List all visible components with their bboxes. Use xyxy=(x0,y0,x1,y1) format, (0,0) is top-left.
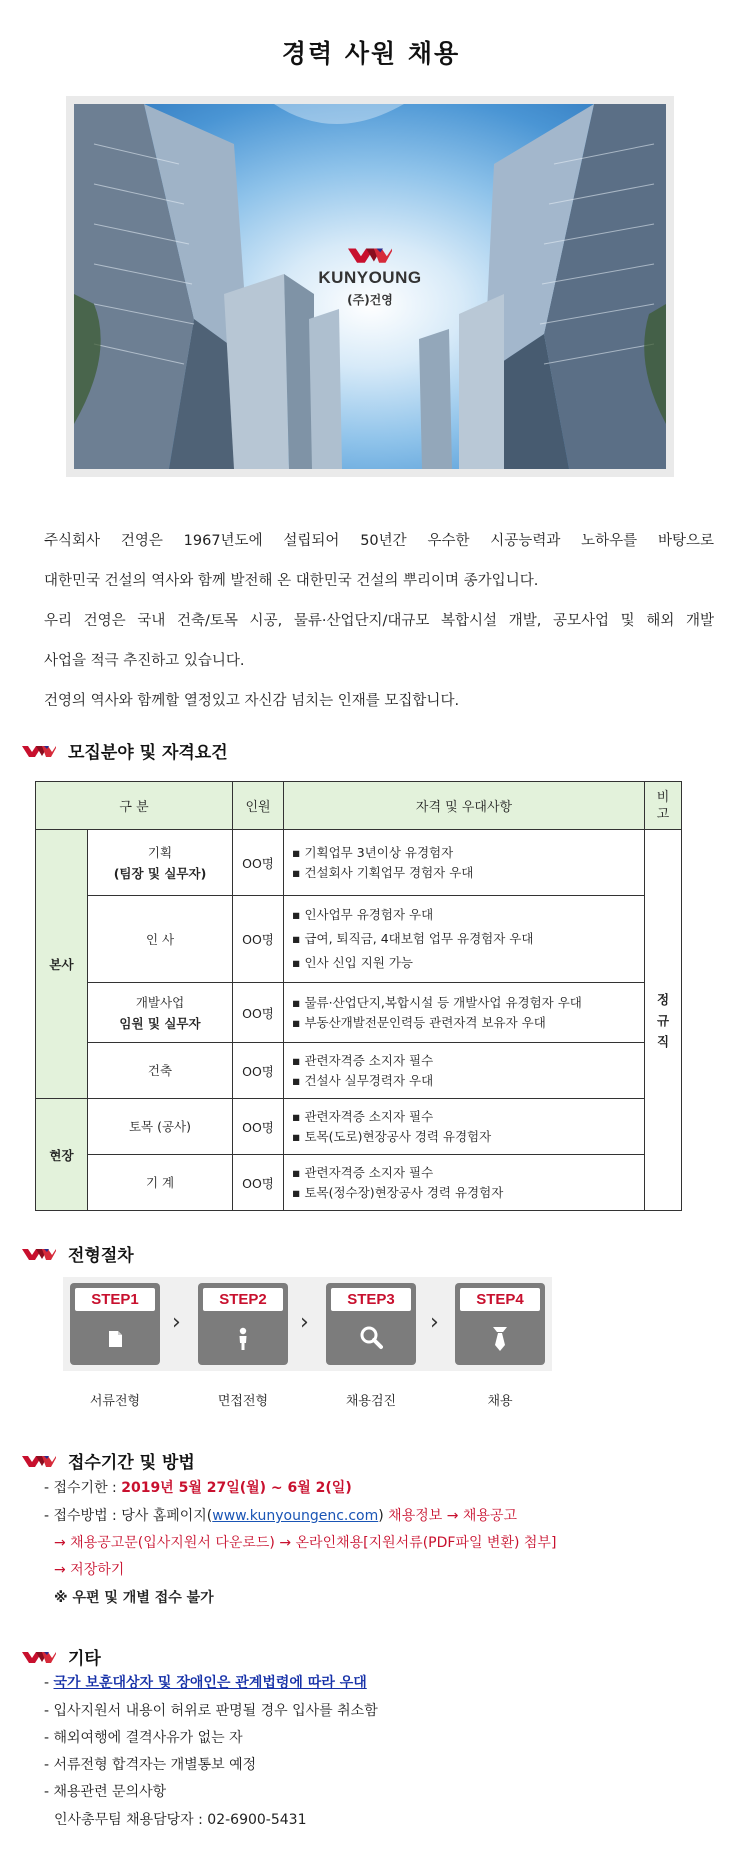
category-cell xyxy=(88,983,233,1043)
table-row xyxy=(36,1043,682,1099)
logo-sub: (주)건영 xyxy=(347,293,393,307)
step-head: STEP1 xyxy=(75,1288,155,1311)
section-heading-apply xyxy=(22,1448,195,1473)
table-row xyxy=(36,830,682,896)
apply-method xyxy=(44,1505,517,1525)
qual-item: ▪ 기획업무 3년이상 유경험자 xyxy=(292,844,454,860)
step-separator: › xyxy=(300,1310,309,1335)
note-char: 직 xyxy=(656,1033,670,1049)
count-cell: OO명 xyxy=(233,830,284,896)
category-cell: 인 사 xyxy=(88,896,233,983)
count-cell: OO명 xyxy=(233,896,284,983)
hero-image xyxy=(74,104,666,469)
step-separator: › xyxy=(430,1310,439,1335)
section-title: 전형절차 xyxy=(68,1246,134,1266)
category-cell xyxy=(88,830,233,896)
count-cell: OO명 xyxy=(233,1099,284,1155)
qual-item: ▪ 토목(도로)현장공사 경력 유경험자 xyxy=(292,1128,492,1144)
table-row xyxy=(36,1155,682,1211)
kunyoung-bullet-icon xyxy=(22,1246,56,1262)
group-site: 현장 xyxy=(36,1099,88,1211)
apply-method-path: 채용정보 → 채용공고 xyxy=(383,1508,517,1524)
qual-item: ▪ 인사업무 유경험자 우대 xyxy=(292,907,434,922)
qual-item: ▪ 인사 신입 지원 가능 xyxy=(292,955,413,970)
intro-line: 사업을 적극 추진하고 있습니다. xyxy=(44,653,245,669)
header-count: 인원 xyxy=(233,782,284,830)
homepage-link[interactable]: www.kunyoungenc.com xyxy=(212,1508,379,1524)
qual-item: ▪ 급여, 퇴직금, 4대보험 업무 유경험자 우대 xyxy=(292,931,534,946)
etc-item: - 해외여행에 결격사유가 없는 자 xyxy=(44,1730,243,1746)
quals-cell xyxy=(284,896,645,983)
etc-item: - 서류전형 합격자는 개별통보 예정 xyxy=(44,1757,257,1773)
section-title: 접수기간 및 방법 xyxy=(68,1453,195,1473)
apply-method-line2: → 채용공고문(입사지원서 다운로드) → 온라인채용[지원서류(PDF파일 변환) 첨부] xyxy=(54,1535,557,1551)
qual-item: ▪ 물류·산업단지,복합시설 등 개발사업 유경험자 우대 xyxy=(292,994,582,1010)
section-title: 모집분야 및 자격요건 xyxy=(68,743,228,763)
step-head: STEP3 xyxy=(331,1288,411,1311)
table-row xyxy=(36,896,682,983)
table-row xyxy=(36,1099,682,1155)
step-separator: › xyxy=(172,1310,181,1335)
group-hq: 본사 xyxy=(36,830,88,1099)
apply-period-value: 2019년 5월 27일(월) ~ 6월 2(일) xyxy=(121,1480,352,1496)
apply-method-label: - 접수방법 : 당사 홈페이지( xyxy=(44,1508,213,1524)
step-card xyxy=(455,1283,545,1365)
category-name: 기획 xyxy=(147,844,173,860)
header-note-line: 고 xyxy=(656,806,670,822)
category-name: 개발사업 xyxy=(135,994,185,1010)
step-card xyxy=(198,1283,288,1365)
count-cell: OO명 xyxy=(233,1043,284,1099)
header-quals: 자격 및 우대사항 xyxy=(284,782,645,830)
quals-cell xyxy=(284,1155,645,1211)
header-note xyxy=(645,782,682,830)
intro-line: 주식회사 건영은 1967년도에 설립되어 50년간 우수한 시공능력과 노하우를 바탕으로 xyxy=(44,533,714,549)
step-head: STEP4 xyxy=(460,1288,540,1311)
category-cell: 토목 (공사) xyxy=(88,1099,233,1155)
count-cell: OO명 xyxy=(233,1155,284,1211)
note-char: 규 xyxy=(656,1012,670,1028)
step-label: 서류전형 xyxy=(89,1394,141,1409)
kunyoung-bullet-icon xyxy=(22,1649,56,1665)
qual-item: ▪ 건설회사 기획업무 경험자 우대 xyxy=(292,864,474,880)
step-card xyxy=(70,1283,160,1365)
qual-item: ▪ 관련자격증 소지자 필수 xyxy=(292,1164,434,1180)
step-card xyxy=(326,1283,416,1365)
logo-brand: KUNYOUNG xyxy=(318,268,422,287)
table-header-row xyxy=(36,782,682,830)
section-title: 기타 xyxy=(68,1649,101,1669)
quals-cell xyxy=(284,830,645,896)
count-cell: OO명 xyxy=(233,983,284,1043)
intro-line: 우리 건영은 국내 건축/토목 시공, 물류·산업단지/대규모 복합시설 개발, 공모사업 및 해외 개발 xyxy=(44,613,714,629)
apply-method-paren: ) xyxy=(378,1508,384,1524)
intro-line: 대한민국 건설의 역사와 함께 발전해 온 대한민국 건설의 뿌리이며 종가입니다. xyxy=(44,573,539,589)
note-char: 정 xyxy=(656,991,670,1007)
company-logo xyxy=(314,244,426,308)
qual-item: ▪ 부동산개발전문인력등 관련자격 보유자 우대 xyxy=(292,1014,546,1030)
intro-line: 건영의 역사와 함께할 열정있고 자신감 넘치는 인재를 모집합니다. xyxy=(44,693,460,709)
section-heading-recruit xyxy=(22,738,228,763)
document-icon xyxy=(103,1323,127,1353)
kunyoung-bullet-icon xyxy=(22,1453,56,1469)
etc-item: - 입사지원서 내용이 허위로 판명될 경우 입사를 취소함 xyxy=(44,1703,378,1719)
etc-contact: 인사총무팀 채용담당자 : 02-6900-5431 xyxy=(54,1812,307,1828)
qual-item: ▪ 건설사 실무경력자 우대 xyxy=(292,1072,434,1088)
quals-cell xyxy=(284,1043,645,1099)
quals-cell xyxy=(284,1099,645,1155)
header-note-line: 비 xyxy=(656,789,670,805)
person-icon xyxy=(231,1323,255,1353)
kunyoung-bullet-icon xyxy=(22,743,56,759)
apply-method-line3: → 저장하기 xyxy=(54,1562,125,1578)
etc-dash: - xyxy=(44,1675,54,1691)
apply-period-label: - 접수기한 : xyxy=(44,1480,122,1496)
section-heading-process xyxy=(22,1241,134,1266)
step-head: STEP2 xyxy=(203,1288,283,1311)
apply-period xyxy=(44,1477,352,1497)
qual-item: ▪ 토목(정수장)현장공사 경력 유경험자 xyxy=(292,1184,504,1200)
veterans-preference-link[interactable]: 국가 보훈대상자 및 장애인은 관계법령에 따라 우대 xyxy=(53,1675,367,1691)
qual-item: ▪ 관련자격증 소지자 필수 xyxy=(292,1052,434,1068)
requirements-table xyxy=(35,781,682,1211)
page-title: 경력 사원 채용 xyxy=(281,39,461,68)
etc-item xyxy=(44,1672,367,1692)
hero-image-frame xyxy=(66,96,674,477)
section-heading-etc xyxy=(22,1644,101,1669)
header-category: 구 분 xyxy=(36,782,233,830)
table-row xyxy=(36,983,682,1043)
magnifier-icon xyxy=(359,1323,383,1353)
step-label: 면접전형 xyxy=(217,1394,269,1409)
apply-notice: ※ 우편 및 개별 접수 불가 xyxy=(54,1590,214,1606)
etc-item: - 채용관련 문의사항 xyxy=(44,1784,167,1800)
category-cell: 기 계 xyxy=(88,1155,233,1211)
step-label: 채용검진 xyxy=(345,1394,397,1409)
intro-text xyxy=(44,530,714,730)
tie-icon xyxy=(488,1323,512,1353)
kunyoung-logo-icon xyxy=(348,244,392,266)
note-cell xyxy=(645,830,682,1211)
category-sub: (팀장 및 실무자) xyxy=(113,865,207,881)
category-cell: 건축 xyxy=(88,1043,233,1099)
category-sub: 임원 및 실무자 xyxy=(119,1015,201,1031)
qual-item: ▪ 관련자격증 소지자 필수 xyxy=(292,1108,434,1124)
step-label: 채용 xyxy=(487,1394,513,1409)
quals-cell xyxy=(284,983,645,1043)
